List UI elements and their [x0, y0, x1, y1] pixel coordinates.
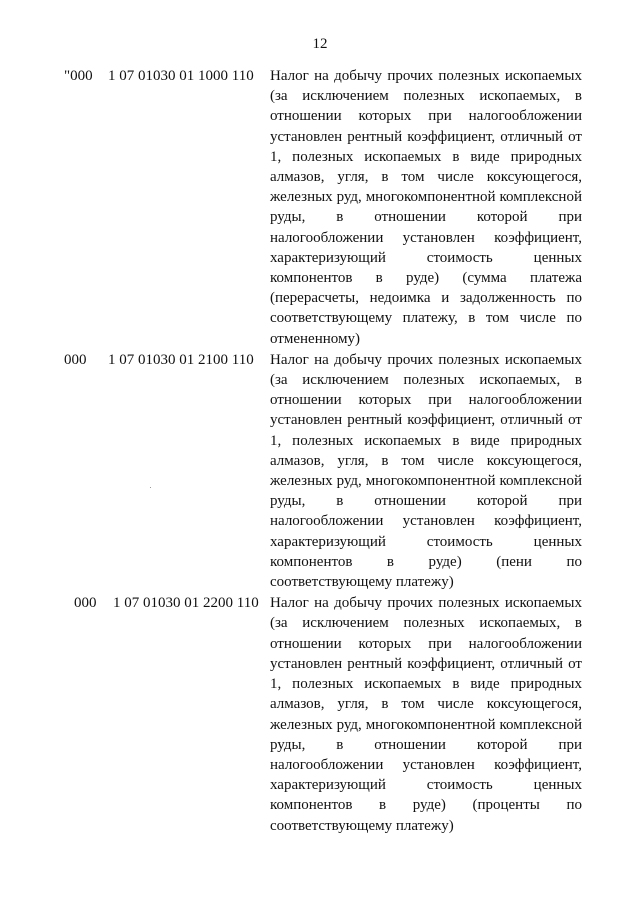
scan-speck — [150, 487, 151, 488]
income-description: Налог на добычу прочих полезных ископаемых (за исключением полезных ископаемых, в отношении которых при налогообложении установлен рентный коэффициент, отличный от 1, полезных ископаемых в виде природных алмазов, угля, в том числе коксующегося, железных руд, многокомпонентной комплексной руды, в отношении которой при налогообложении установлен коэффициент, характеризующий стоимость ценных компонентов в руде) (проценты по соответствующему платежу) — [270, 595, 582, 834]
page-number: 12 — [312, 36, 328, 52]
admin-code: 000 — [74, 595, 97, 612]
budget-classification-code: 1 07 01030 01 1000 110 — [108, 68, 254, 84]
table-row — [0, 350, 640, 592]
budget-classification-code: 1 07 01030 01 2200 110 — [113, 595, 259, 612]
table-row — [0, 66, 640, 349]
admin-code: "000 — [64, 68, 93, 84]
budget-classification-code: 1 07 01030 01 2100 110 — [108, 351, 254, 368]
budget-classification-table — [0, 66, 640, 837]
admin-code: 000 — [64, 351, 87, 368]
income-description: Налог на добычу прочих полезных ископаемых (за исключением полезных ископаемых, в отношении которых при налогообложении установлен рентный коэффициент, отличный от 1, полезных ископаемых в виде природных алмазов, угля, в том числе коксующегося, железных руд, многокомпонентной комплексной руды, в отношении которой при налогообложении установлен коэффициент, характеризующий стоимость ценных компонентов в руде) (пени по соответствующему платежу) — [270, 351, 582, 591]
income-description: Налог на добычу прочих полезных ископаемых (за исключением полезных ископаемых, в отношении которых при налогообложении установлен рентный коэффициент, отличный от 1, полезных ископаемых в виде природных алмазов, угля, в том числе коксующегося, железных руд, многокомпонентной комплексной руды, в отношении которой при налогообложении установлен коэффициент, характеризующий стоимость ценных компонентов в руде) (сумма платежа (перерасчеты, недоимка и задолженность по соответствующему платежу, в том числе по отмененному) — [270, 68, 582, 347]
table-row — [0, 593, 640, 835]
